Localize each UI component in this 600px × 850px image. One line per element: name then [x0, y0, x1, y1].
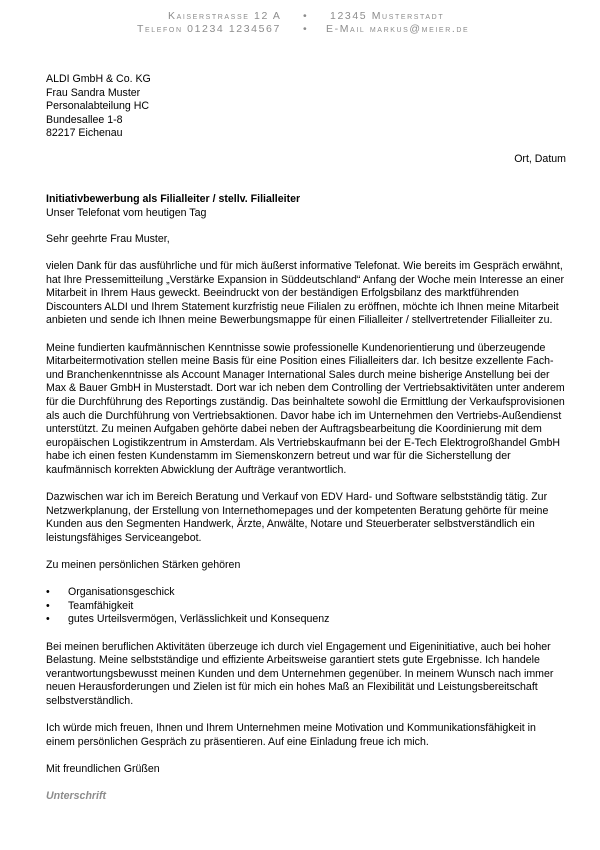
recipient-street: Bundesallee 1-8	[46, 113, 123, 126]
recipient-name: Frau Sandra Muster	[46, 86, 141, 99]
sender-email: E-Mail markus@meier.de	[326, 23, 470, 35]
paragraph-qualities: Bei meinen beruflichen Aktivitäten überzeuge ich durch viel Engagement und Eigeninitiative, auch bei hoher Belastung. Meine selbstständige und effiziente Arbeitsweise garantiert stets gute Ergebnisse. Ich handele verantwortungsbewusst meinen Kunden und dem Unternehmen gegenüber. In meinem Wunsch nach immer neuen Herausforderungen und Zielen ist für mich ein hohes Maß an Flexibilität und Leistungsbereitschaft selbstverständlich.	[46, 640, 554, 707]
list-item: • gutes Urteilsvermögen, Verlässlichkeit und Konsequenz	[46, 613, 330, 626]
recipient-company: ALDI GmbH & Co. KG	[46, 73, 151, 85]
separator: •	[303, 23, 309, 35]
paragraph-experience: Meine fundierten kaufmännischen Kenntnisse sowie professionelle Kundenorientierung und überzeugende Mitarbeitermotivation stellen meine Basis für eine Position eines Filialleiters dar. Ich besitze exzellente Fach- und Branchenkenntnisse als Account Manager International Sales durch meine bisherige Anstellung bei der Max & Bauer GmbH in Musterstadt. Dort war ich neben dem Controlling der Vertriebsaktivitäten unter anderem für die Durchführung des Reportings zuständig. Das beinhaltete sowohl die Ermittlung der Verkaufsprovisionen als auch die Durchführung von Vertriebsaktionen. Davor habe ich im Unternehmen den Vertriebs-Außendienst unterstützt. Zu meinen Aufgaben gehörte dabei neben der Auftragsbearbeitung die Koordinierung mit dem europäischen Logistikzentrum in Amsterdam. Als Vertriebskaufmann bei der E-Tech Elektrogroßhandel GmbH habe ich einen festen Kundenstamm im Siemenskonzern betreut und war für die Sicherstellung der kaufmännisch korrekten Abwicklung der Aufträge verantwortlich.	[46, 341, 565, 476]
bullet-icon: •	[46, 586, 50, 599]
salutation: Sehr geehrte Frau Muster,	[46, 233, 170, 245]
bullet-icon: •	[46, 613, 50, 626]
subject-block	[46, 193, 566, 220]
list-item: • Organisationsgeschick	[46, 586, 175, 599]
recipient-city: 82217 Eichenau	[46, 127, 123, 140]
strengths-intro: Zu meinen persönlichen Stärken gehören	[46, 559, 241, 572]
signature: Unterschrift	[46, 790, 107, 803]
paragraph-intro: vielen Dank für das ausführliche und für mich äußerst informative Telefonat. Wie bereits im Gespräch erwähnt, hat Ihre Pressemitteilung „Verstärke Expansion in Süddeutschland“ Anfang der Woche mein Interesse an einer Mitarbeit in Ihrem Haus geweckt. Beeindruckt von der beständigen Erfolgsbilanz des marktführenden Discounters ALDI und Ihrem Statement kurzfristig neue Filialen zu eröffnen, möchte ich Ihnen meine Mitarbeit anbieten und sende ich Ihnen meine Bewerbungsmappe für einen Filialleiter / stellvertretender Filialleiter zu.	[46, 260, 565, 327]
letter-body	[46, 260, 566, 817]
closing: Mit freundlichen Grüßen	[46, 762, 160, 775]
paragraph-closing-request: Ich würde mich freuen, Ihnen und Ihrem Unternehmen meine Motivation und Kommunikationsfähigkeit in einem persönlichen Gespräch zu präsentieren. Auf eine Einladung freue ich mich.	[46, 722, 536, 748]
subject-title: Initiativbewerbung als Filialleiter / stellv. Filialleiter	[46, 193, 301, 205]
sender-contact-row	[0, 23, 600, 36]
letter-date: Ort, Datum	[514, 153, 566, 165]
recipient-address	[46, 73, 566, 141]
sender-street: Kaiserstrasse 12 A	[168, 10, 282, 22]
sender-address-row	[0, 10, 600, 23]
paragraph-self-employment: Dazwischen war ich im Bereich Beratung und Verkauf von EDV Hard- und Software selbstständig tätig. Zur Netzwerkplanung, der Erstellung von Internethomepages und der kompetenten Beratung gehörte für meine Kunden aus den Segmenten Handwerk, Ärzte, Anwälte, Notare und Steuerberater selbstverständlich ein leistungsfähiges Serviceangebot.	[46, 491, 549, 544]
sender-phone: Telefon 01234 1234567	[137, 23, 281, 35]
bullet-icon: •	[46, 599, 50, 612]
strengths-list	[46, 586, 566, 627]
sender-city: 12345 Musterstadt	[330, 10, 445, 22]
recipient-department: Personalabteilung HC	[46, 100, 150, 113]
subject-reference: Unser Telefonat vom heutigen Tag	[46, 206, 207, 219]
sender-header	[0, 10, 600, 36]
list-item: • Teamfähigkeit	[46, 599, 134, 612]
separator: •	[303, 10, 309, 22]
